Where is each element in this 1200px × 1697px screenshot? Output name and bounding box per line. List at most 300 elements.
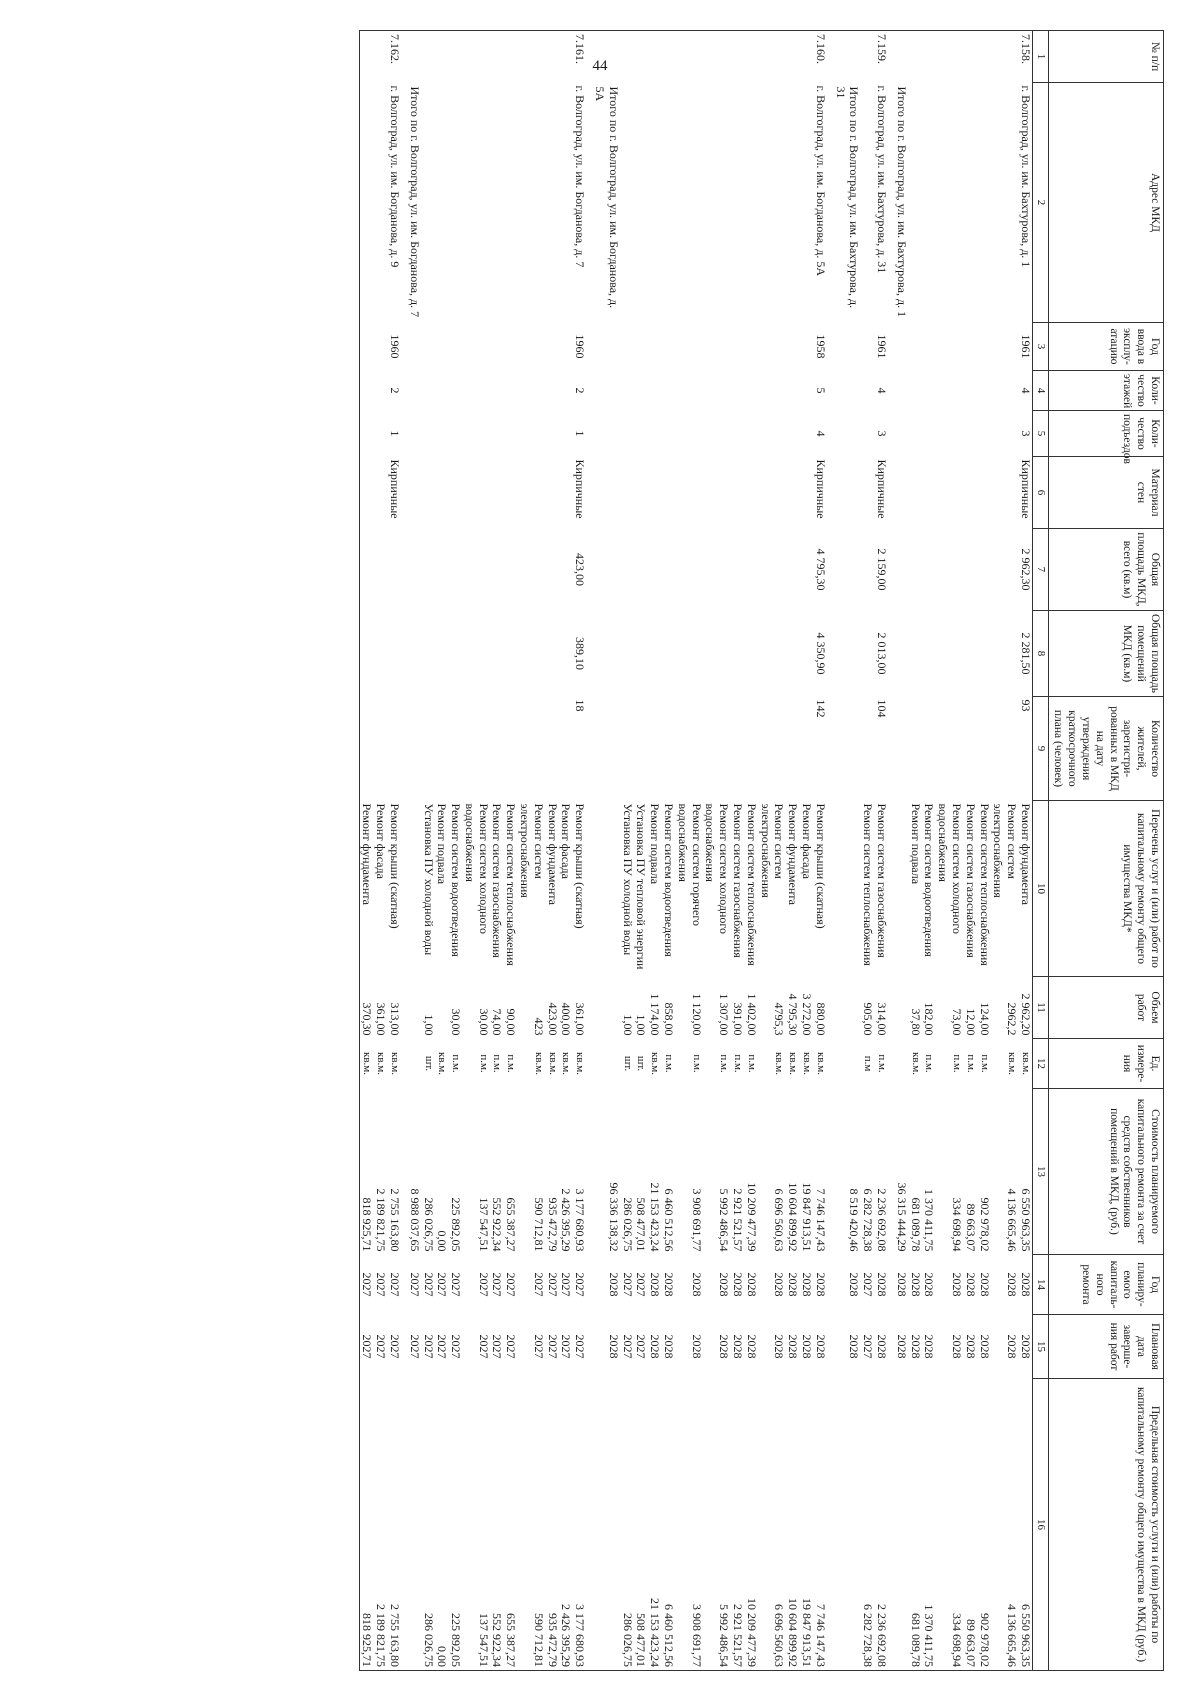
total-area <box>620 529 634 611</box>
year-built <box>703 323 731 371</box>
work-limit: 3 177 680,93 <box>572 1379 586 1671</box>
entrances <box>744 411 758 457</box>
total-area: 423,00 <box>573 553 588 586</box>
work-unit: п.м. <box>491 1054 504 1073</box>
total-label: Итого по г. Волгоград, ул. им. Бахтурова, д. 31 <box>833 86 862 309</box>
rooms-area <box>675 611 703 697</box>
work-limit: 818 925,71 <box>359 1379 373 1671</box>
total-blank <box>833 323 861 371</box>
work-unit: кв.м. <box>375 1052 388 1075</box>
work-cost: 6 696 560,63 <box>772 1188 787 1252</box>
work-unit: п.м. <box>690 1054 703 1073</box>
work-row <box>908 31 922 1671</box>
floors <box>504 371 518 411</box>
rooms-area <box>634 611 648 697</box>
total-blank <box>894 457 908 529</box>
total-area <box>661 529 675 611</box>
total-blank <box>894 529 908 611</box>
year-built <box>661 323 675 371</box>
column-number-row <box>1032 31 1048 1671</box>
work-volume: 1,00 <box>634 1014 649 1036</box>
total-area <box>517 529 545 611</box>
rooms-area <box>922 611 936 697</box>
year-built <box>359 323 373 371</box>
column-header-14: Год планиру-емого капиталь-ного ремонта <box>1048 1255 1163 1315</box>
residents <box>963 697 977 801</box>
total-row <box>894 31 908 1671</box>
rooms-area <box>647 611 661 697</box>
work-limit: 2 921 521,57 <box>730 1379 744 1671</box>
column-number-12: 12 <box>1032 1039 1048 1089</box>
work-name: Ремонт систем газоснабжения <box>875 803 890 958</box>
column-header-6: Материал стен <box>1048 457 1163 529</box>
spacer-cell <box>586 1315 592 1379</box>
total-area <box>647 529 661 611</box>
column-number-10: 10 <box>1032 801 1048 977</box>
floors <box>490 371 504 411</box>
year-built <box>504 323 518 371</box>
work-limit: 334 698,94 <box>935 1379 963 1671</box>
work-name: Установка ПУ тепловой энергии <box>634 803 649 970</box>
work-limit: 4 136 665,46 <box>991 1379 1019 1671</box>
work-limit: 2 426 395,29 <box>559 1379 573 1671</box>
work-cost: 5 992 486,54 <box>717 1188 732 1252</box>
rooms-area <box>860 611 874 697</box>
record-number: 7.161. <box>572 31 586 83</box>
spacer-cell <box>586 1379 592 1671</box>
total-blank <box>833 31 861 83</box>
work-year: 2027 <box>620 1272 635 1297</box>
rooms-area <box>730 611 744 697</box>
work-year: 2027 <box>634 1272 649 1297</box>
record-number <box>545 31 559 83</box>
work-cost: 89 663,07 <box>963 1203 978 1252</box>
total-year: 2028 <box>606 1272 621 1297</box>
work-cost: 6 460 512,56 <box>662 1188 677 1252</box>
entrances <box>661 411 675 457</box>
work-cost: 655 387,27 <box>504 1197 519 1252</box>
work-done: 2027 <box>421 1334 436 1359</box>
floors: 2 <box>387 387 402 394</box>
total-label: Итого по г. Волгоград, ул. им. Богданова, д. 5А <box>593 86 621 309</box>
residents: 142 <box>813 699 828 718</box>
work-limit: 2 755 163,80 <box>387 1379 401 1671</box>
total-area <box>785 529 799 611</box>
work-name: Ремонт систем водоотведения <box>449 803 464 957</box>
address <box>908 83 922 323</box>
record-number <box>661 31 675 83</box>
work-cost: 818 925,71 <box>359 1089 373 1255</box>
work-volume: 4 795,30 <box>786 993 801 1036</box>
total-done: 2028 <box>606 1334 621 1359</box>
work-name: Ремонт систем холодного водоснабжения <box>936 803 964 935</box>
work-cost: 3 177 680,93 <box>573 1188 588 1252</box>
work-name: Ремонт систем газоснабжения <box>731 803 746 958</box>
record-number <box>963 31 977 83</box>
work-cost: 7 746 147,43 <box>813 1188 828 1252</box>
rooms-area: 4 350,90 <box>813 632 828 675</box>
column-header-10: Перечень услуг и (или) работ по капитальному ремонту общего имущества МКД* <box>1048 801 1163 977</box>
record-group <box>894 31 1032 1671</box>
entrances <box>373 411 387 457</box>
floors <box>435 371 449 411</box>
column-number-5: 5 <box>1032 411 1048 457</box>
total-cost: 8 519 420,46 <box>847 1188 862 1252</box>
work-year: 2027 <box>573 1272 588 1297</box>
work-row <box>435 31 449 1671</box>
work-year: 2027 <box>504 1272 519 1297</box>
work-cost: 286 026,75 <box>620 1197 635 1252</box>
year-built <box>373 323 387 371</box>
work-name: Ремонт подвала <box>435 803 450 885</box>
work-cost: 334 698,94 <box>950 1197 964 1252</box>
year-built <box>435 323 449 371</box>
address <box>504 83 518 323</box>
total-area: 4 795,30 <box>813 548 828 591</box>
total-blank <box>894 1039 908 1089</box>
work-name: Ремонт систем электроснабжения <box>758 803 787 898</box>
address <box>517 83 545 323</box>
column-header-4: Коли-чество этажей <box>1048 371 1163 411</box>
spacer-row <box>586 31 592 1671</box>
entrances <box>758 411 786 457</box>
total-blank <box>407 611 421 697</box>
work-cost: 2 189 821,75 <box>374 1188 389 1252</box>
work-limit: 19 847 913,51 <box>799 1379 813 1671</box>
entrances <box>545 411 559 457</box>
work-cost: 19 847 913,51 <box>800 1182 815 1252</box>
work-volume: 74,00 <box>490 1008 505 1036</box>
floors <box>559 371 573 411</box>
total-blank <box>592 977 620 1039</box>
work-unit: п.м. <box>978 1054 991 1073</box>
rooms-area <box>373 611 387 697</box>
total-blank <box>407 1379 421 1671</box>
work-volume: 73,00 <box>950 1008 964 1036</box>
work-year: 2027 <box>449 1272 464 1297</box>
year-built <box>991 323 1019 371</box>
rooms-area <box>935 611 963 697</box>
work-done: 2027 <box>374 1334 389 1359</box>
capital-repair-table <box>359 30 1164 1671</box>
work-done: 2028 <box>977 1334 992 1359</box>
year-built <box>785 323 799 371</box>
work-row <box>545 31 559 1671</box>
address: г. Волгоград, ул. им. Богданова, д. 5А <box>813 85 828 277</box>
work-limit: 902 978,02 <box>977 1379 991 1671</box>
floors <box>462 371 490 411</box>
wall-material <box>661 457 675 529</box>
work-limit: 6 550 963,35 <box>1018 1379 1032 1671</box>
work-row <box>730 31 744 1671</box>
entrances <box>703 411 731 457</box>
work-volume: 1 307,00 <box>717 993 732 1036</box>
wall-material <box>799 457 813 529</box>
record-number <box>504 31 518 83</box>
total-area <box>387 529 401 611</box>
work-volume: 858,00 <box>662 1002 677 1036</box>
total-area <box>991 529 1019 611</box>
work-done: 2027 <box>573 1334 588 1359</box>
total-blank <box>592 371 620 411</box>
total-blank <box>833 801 861 977</box>
total-blank <box>407 371 421 411</box>
total-blank <box>833 529 861 611</box>
year-built <box>448 323 462 371</box>
residents <box>448 697 462 801</box>
total-area <box>703 529 731 611</box>
work-row <box>1018 31 1032 1671</box>
residents <box>977 697 991 801</box>
entrances <box>359 411 373 457</box>
work-year: 2027 <box>545 1272 560 1297</box>
work-done: 2028 <box>786 1334 801 1359</box>
total-area <box>758 529 786 611</box>
work-year: 2028 <box>648 1272 663 1297</box>
work-row <box>661 31 675 1671</box>
record-number <box>922 31 936 83</box>
spacer-cell <box>586 457 592 529</box>
total-blank <box>894 801 908 977</box>
entrances: 3 <box>1018 430 1033 437</box>
total-area <box>462 529 490 611</box>
column-header-16: Предельная стоимость услуги и (или) работы по капитальному ремонту общего имущества в МКД (руб.) <box>1048 1379 1163 1671</box>
record-number <box>448 31 462 83</box>
work-year: 2027 <box>435 1272 450 1297</box>
rooms-area <box>758 611 786 697</box>
work-cost: 6 282 728,38 <box>861 1188 876 1252</box>
work-cost: 508 477,01 <box>634 1197 649 1252</box>
residents <box>462 697 490 801</box>
work-unit: п.м. <box>663 1054 676 1073</box>
work-year: 2027 <box>476 1272 491 1297</box>
work-volume: 1 174,00 <box>648 993 663 1036</box>
work-limit: 935 472,79 <box>545 1379 559 1671</box>
entrances: 1 <box>573 430 588 437</box>
residents <box>373 697 387 801</box>
work-unit: п.м. <box>923 1054 936 1073</box>
residents <box>908 697 922 801</box>
work-limit: 2 236 692,08 <box>874 1379 888 1671</box>
record-number <box>517 31 545 83</box>
address <box>661 83 675 323</box>
total-done: 2028 <box>847 1334 862 1359</box>
record-number: 7.158. <box>1018 31 1032 83</box>
residents <box>647 697 661 801</box>
work-cost: 590 712,81 <box>531 1197 546 1252</box>
entrances <box>675 411 703 457</box>
year-built: 1960 <box>387 334 402 359</box>
work-done: 2028 <box>963 1334 978 1359</box>
residents <box>675 697 703 801</box>
column-number-16: 16 <box>1032 1379 1048 1671</box>
work-row <box>785 31 799 1671</box>
work-row <box>448 31 462 1671</box>
record-number <box>435 31 449 83</box>
work-year: 2027 <box>490 1272 505 1297</box>
total-area <box>977 529 991 611</box>
wall-material <box>373 457 387 529</box>
record-number <box>758 31 786 83</box>
work-unit: п.м. <box>964 1054 977 1073</box>
rooms-area <box>421 611 435 697</box>
work-name: Ремонт фундамента <box>786 803 801 905</box>
address <box>785 83 799 323</box>
total-year: 2027 <box>407 1272 422 1297</box>
work-year: 2027 <box>387 1272 402 1297</box>
work-done: 2028 <box>717 1334 732 1359</box>
floors <box>545 371 559 411</box>
record-number <box>675 31 703 83</box>
work-cost: 10 209 477,39 <box>744 1182 759 1252</box>
work-row <box>504 31 518 1671</box>
total-blank <box>592 1039 620 1089</box>
entrances <box>785 411 799 457</box>
wall-material <box>977 457 991 529</box>
wall-material <box>421 457 435 529</box>
column-header-3: Год ввода в эксплу-атацию <box>1048 323 1163 371</box>
work-unit: п.м. <box>951 1054 963 1073</box>
entrances: 1 <box>387 430 402 437</box>
work-done: 2027 <box>620 1334 635 1359</box>
work-name: Ремонт систем водоотведения <box>662 803 677 957</box>
work-done: 2028 <box>648 1334 663 1359</box>
rooms-area <box>448 611 462 697</box>
year-built: 1961 <box>875 334 890 359</box>
work-row <box>813 31 827 1671</box>
work-done: 2028 <box>662 1334 677 1359</box>
entrances <box>634 411 648 457</box>
work-cost: 21 153 423,24 <box>648 1182 663 1252</box>
total-blank <box>407 457 421 529</box>
residents <box>387 697 401 801</box>
work-done: 2027 <box>490 1334 505 1359</box>
total-blank <box>407 31 421 83</box>
total-row <box>833 31 861 1671</box>
address <box>634 83 648 323</box>
year-built: 1958 <box>813 334 828 359</box>
work-limit: 89 663,07 <box>963 1379 977 1671</box>
work-cost: 2 921 521,57 <box>731 1188 746 1252</box>
work-done: 2028 <box>689 1334 704 1359</box>
work-unit: кв.м. <box>801 1052 814 1075</box>
rooms-area <box>963 611 977 697</box>
total-area <box>490 529 504 611</box>
work-volume: 314,00 <box>875 1002 890 1036</box>
page-number: 44 <box>592 58 608 74</box>
entrances <box>504 411 518 457</box>
work-limit: 0,00 <box>435 1379 449 1671</box>
work-limit: 508 477,01 <box>634 1379 648 1671</box>
address <box>977 83 991 323</box>
rooms-area <box>991 611 1019 697</box>
work-row <box>359 31 373 1671</box>
work-limit: 1 370 411,75 <box>922 1379 936 1671</box>
total-blank <box>592 529 620 611</box>
total-blank <box>894 611 908 697</box>
work-limit: 6 282 728,38 <box>860 1379 874 1671</box>
total-area <box>435 529 449 611</box>
total-blank <box>894 371 908 411</box>
total-area <box>799 529 813 611</box>
total-blank <box>592 457 620 529</box>
residents <box>785 697 799 801</box>
work-row <box>517 31 545 1671</box>
column-header-9: Количество жителей, зарегистри-рованных в МКД на дату утверждения краткосрочного плана (человек) <box>1048 697 1163 801</box>
work-cost: 1 370 411,75 <box>922 1188 937 1252</box>
total-area <box>744 529 758 611</box>
address <box>730 83 744 323</box>
floors <box>991 371 1019 411</box>
work-volume: 182,00 <box>922 1002 937 1036</box>
work-done: 2028 <box>744 1334 759 1359</box>
work-cost: 3 908 691,77 <box>689 1188 704 1252</box>
spacer-cell <box>586 977 592 1039</box>
wall-material <box>545 457 559 529</box>
wall-material <box>359 457 373 529</box>
work-unit: кв.м. <box>574 1052 587 1075</box>
rooms-area: 2 281,50 <box>1018 632 1033 675</box>
work-row <box>620 31 634 1671</box>
work-unit: п.м. <box>732 1054 745 1073</box>
wall-material <box>908 457 922 529</box>
work-volume: 12,00 <box>963 1008 978 1036</box>
spacer-cell <box>401 611 407 697</box>
floors <box>963 371 977 411</box>
work-year: 2028 <box>731 1272 746 1297</box>
floors <box>922 371 936 411</box>
work-unit: кв.м. <box>436 1052 449 1075</box>
total-area <box>675 529 703 611</box>
work-volume: 391,00 <box>731 1002 746 1036</box>
work-unit: п.м. <box>745 1054 758 1073</box>
work-limit: 10 604 899,92 <box>785 1379 799 1671</box>
wall-material <box>963 457 977 529</box>
year-built <box>634 323 648 371</box>
work-row <box>860 31 874 1671</box>
entrances: 4 <box>813 430 828 437</box>
work-name: Ремонт систем холодного водоснабжения <box>703 803 732 935</box>
column-header-13: Стоимость планируемого капитального ремонта за счет средств собственников помещений в МКД, (руб.) <box>1048 1089 1163 1255</box>
column-header-12: Ед. измере-ния <box>1048 1039 1163 1089</box>
record-number <box>559 31 573 83</box>
spacer-cell <box>586 83 592 323</box>
work-row <box>634 31 648 1671</box>
entrances <box>922 411 936 457</box>
total-blank <box>833 611 861 697</box>
year-built <box>517 323 545 371</box>
work-volume: 2 962,20 <box>1018 993 1033 1036</box>
rooms-area <box>559 611 573 697</box>
residents: 93 <box>1018 699 1033 712</box>
floors <box>634 371 648 411</box>
total-blank <box>407 1039 421 1089</box>
rooms-area <box>799 611 813 697</box>
column-header-15: Плановая дата заверше-ния работ <box>1048 1315 1163 1379</box>
year-built <box>730 323 744 371</box>
wall-material: Кирпичные <box>1018 459 1033 519</box>
residents <box>799 697 813 801</box>
work-cost: 681 089,78 <box>908 1197 923 1252</box>
work-done: 2027 <box>387 1334 402 1359</box>
work-unit: кв.м. <box>546 1052 559 1075</box>
address <box>559 83 573 323</box>
work-name: Ремонт систем теплоснабжения <box>744 803 759 966</box>
total-cost: 36 315 444,29 <box>894 1182 909 1252</box>
work-name: Ремонт подвала <box>908 803 923 885</box>
residents: 104 <box>875 699 890 718</box>
work-unit: п.м. <box>876 1054 889 1073</box>
